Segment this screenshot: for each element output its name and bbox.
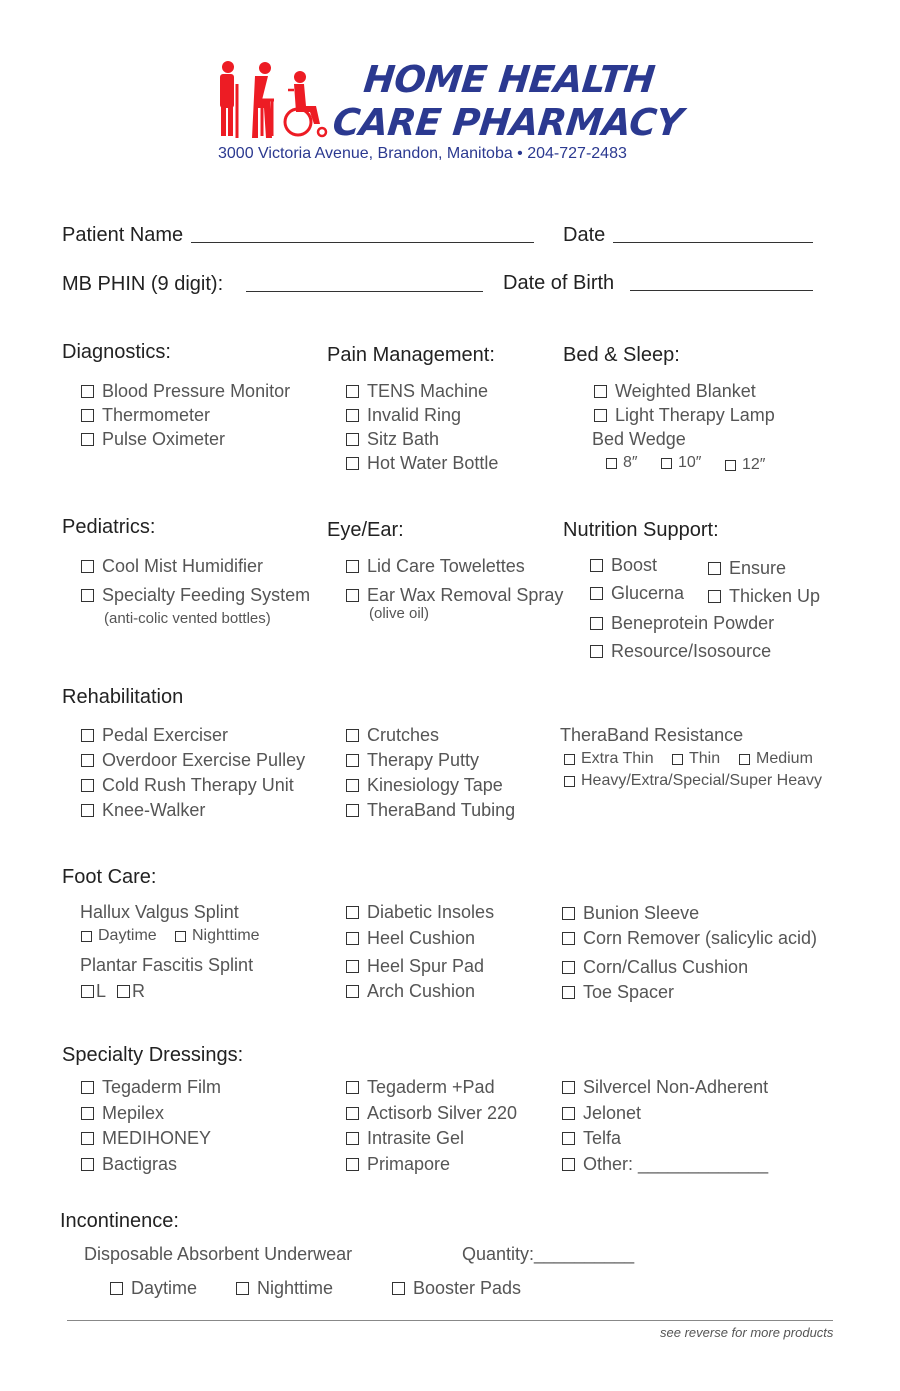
checkbox-icon[interactable] <box>590 645 603 658</box>
checkbox-item[interactable] <box>81 748 305 773</box>
checkbox-item[interactable] <box>81 554 263 578</box>
checkbox-icon[interactable] <box>346 409 359 422</box>
date-field[interactable] <box>613 242 813 243</box>
option-label: Nighttime <box>257 1277 334 1298</box>
checkbox-icon[interactable] <box>661 458 672 469</box>
resistance-thin-option[interactable] <box>672 748 720 770</box>
checkbox-icon[interactable] <box>562 907 575 920</box>
item-label: Corn/Callus Cushion <box>583 956 749 977</box>
checkbox-icon[interactable] <box>81 433 94 446</box>
checkbox-icon[interactable] <box>594 409 607 422</box>
checkbox-item[interactable] <box>346 1075 517 1101</box>
dressings-list-col2 <box>346 1075 517 1177</box>
dob-label: Date of Birth <box>503 272 615 294</box>
checkbox-item[interactable] <box>590 553 657 577</box>
brand-name-line1: HOME HEALTH <box>361 58 657 101</box>
item-label: Blood Pressure Monitor <box>102 380 291 401</box>
people-mobility-icon <box>210 60 330 140</box>
item-label: Cold Rush Therapy Unit <box>102 775 294 795</box>
checkbox-icon[interactable] <box>236 1282 249 1295</box>
checkbox-item[interactable] <box>346 554 525 578</box>
checkbox-icon[interactable] <box>346 1132 359 1145</box>
item-label: Tegaderm Film <box>102 1077 222 1098</box>
checkbox-item[interactable] <box>562 1101 768 1127</box>
checkbox-item[interactable] <box>346 1152 517 1178</box>
option-label: 10″ <box>678 454 702 471</box>
checkbox-icon[interactable] <box>346 804 359 817</box>
item-label: Arch Cushion <box>367 980 476 1001</box>
option-label: Nighttime <box>192 927 260 944</box>
checkbox-item[interactable] <box>81 427 290 451</box>
checkbox-icon[interactable] <box>81 985 94 998</box>
item-label: Pedal Exerciser <box>102 725 229 745</box>
checkbox-icon[interactable] <box>81 1132 94 1145</box>
patient-name-field[interactable] <box>191 242 534 243</box>
checkbox-item[interactable] <box>346 451 498 475</box>
checkbox-icon[interactable] <box>562 961 575 974</box>
section-title-specialty-dressings: Specialty Dressings: <box>62 1044 244 1066</box>
checkbox-icon[interactable] <box>346 433 359 446</box>
checkbox-item[interactable] <box>562 1126 768 1152</box>
checkbox-item[interactable] <box>346 379 498 403</box>
item-label: Actisorb Silver 220 <box>367 1102 518 1123</box>
checkbox-icon[interactable] <box>725 460 736 471</box>
checkbox-item[interactable] <box>562 955 748 979</box>
item-label: Knee-Walker <box>102 800 206 820</box>
incontinence-nighttime-option[interactable] <box>236 1276 333 1300</box>
item-label: Telfa <box>583 1128 622 1149</box>
checkbox-icon[interactable] <box>346 385 359 398</box>
section-title-nutrition: Nutrition Support: <box>563 519 719 541</box>
checkbox-item[interactable] <box>81 403 290 427</box>
bed-wedge-10-option[interactable] <box>661 452 701 474</box>
plantar-right-option[interactable] <box>117 979 145 1003</box>
item-label: Ensure <box>729 557 787 578</box>
item-label: Resource/Isosource <box>611 640 772 661</box>
checkbox-icon[interactable] <box>590 617 603 630</box>
option-label: R <box>132 980 145 1001</box>
section-title-pain-management: Pain Management: <box>327 344 495 366</box>
item-label: Overdoor Exercise Pulley <box>102 750 306 770</box>
absorbent-underwear-label: Disposable Absorbent Underwear <box>84 1244 353 1264</box>
checkbox-icon[interactable] <box>81 385 94 398</box>
section-title-eye-ear: Eye/Ear: <box>327 519 404 541</box>
dressings-list-col1 <box>81 1075 221 1177</box>
phin-field[interactable] <box>246 291 483 292</box>
checkbox-item[interactable] <box>81 1152 221 1178</box>
checkbox-icon[interactable] <box>81 1081 94 1094</box>
item-label: Specialty Feeding System <box>102 584 311 605</box>
checkbox-icon[interactable] <box>562 932 575 945</box>
footer-note: see reverse for more products <box>660 1325 834 1340</box>
checkbox-icon[interactable] <box>81 560 94 573</box>
checkbox-icon[interactable] <box>346 932 359 945</box>
checkbox-item[interactable] <box>81 798 305 823</box>
option-label: L <box>96 980 107 1001</box>
pediatrics-note: (anti-colic vented bottles) <box>104 610 271 627</box>
checkbox-icon[interactable] <box>346 1158 359 1171</box>
checkbox-icon[interactable] <box>346 1081 359 1094</box>
eye-ear-note: (olive oil) <box>369 605 430 622</box>
hallux-nighttime-option[interactable] <box>175 925 260 947</box>
bed-wedge-label: Bed Wedge <box>592 429 686 449</box>
checkbox-icon[interactable] <box>392 1282 405 1295</box>
item-label: Lid Care Towelettes <box>367 555 525 576</box>
diagnostics-list <box>81 379 290 451</box>
item-label: Boost <box>611 554 658 575</box>
checkbox-item[interactable] <box>81 379 290 403</box>
item-label: Invalid Ring <box>367 404 462 425</box>
checkbox-item[interactable] <box>562 926 817 950</box>
checkbox-item[interactable] <box>346 583 563 607</box>
checkbox-icon[interactable] <box>117 985 130 998</box>
checkbox-item[interactable] <box>81 723 305 748</box>
checkbox-item[interactable] <box>81 583 310 607</box>
section-title-rehabilitation: Rehabilitation <box>62 686 184 708</box>
bed-sleep-list <box>594 379 775 427</box>
checkbox-icon[interactable] <box>81 729 94 742</box>
item-label: Bactigras <box>102 1153 178 1174</box>
checkbox-icon[interactable] <box>81 804 94 817</box>
checkbox-icon[interactable] <box>81 779 94 792</box>
item-label: Thicken Up <box>729 585 821 606</box>
hallux-daytime-option[interactable] <box>81 925 157 947</box>
brand-name-line2: CARE PHARMACY <box>330 101 685 144</box>
phin-label: MB PHIN (9 digit): <box>62 273 224 295</box>
booster-pads-option[interactable] <box>392 1276 521 1300</box>
checkbox-icon[interactable] <box>346 779 359 792</box>
checkbox-item[interactable] <box>81 773 305 798</box>
section-title-bed-sleep: Bed & Sleep: <box>563 344 680 366</box>
dob-field[interactable] <box>630 290 813 291</box>
checkbox-item[interactable] <box>346 979 475 1003</box>
theraband-resistance-label: TheraBand Resistance <box>560 725 744 745</box>
item-label: Therapy Putty <box>367 750 480 770</box>
item-label: Pulse Oximeter <box>102 428 226 449</box>
checkbox-icon[interactable] <box>562 1158 575 1171</box>
item-label: Intrasite Gel <box>367 1128 465 1149</box>
item-label: Bunion Sleeve <box>583 902 700 923</box>
option-label: 8″ <box>623 454 638 471</box>
item-label: Kinesiology Tape <box>367 775 503 795</box>
resistance-heavy-option[interactable] <box>564 770 822 792</box>
checkbox-item[interactable] <box>346 403 498 427</box>
bed-wedge-8-option[interactable] <box>606 452 638 474</box>
checkbox-icon[interactable] <box>708 590 721 603</box>
checkbox-icon[interactable] <box>346 560 359 573</box>
checkbox-item[interactable] <box>346 427 498 451</box>
option-label: 12″ <box>742 456 766 473</box>
checkbox-icon[interactable] <box>346 1107 359 1120</box>
checkbox-icon[interactable] <box>590 559 603 572</box>
item-label: Jelonet <box>583 1102 642 1123</box>
checkbox-item[interactable] <box>346 900 494 924</box>
checkbox-icon[interactable] <box>346 960 359 973</box>
resistance-extra-thin-option[interactable] <box>564 748 654 770</box>
option-label: Daytime <box>131 1277 198 1298</box>
item-label: MEDIHONEY <box>102 1128 212 1149</box>
checkbox-icon[interactable] <box>564 776 575 787</box>
checkbox-item[interactable] <box>346 773 515 798</box>
item-label: Glucerna <box>611 582 685 603</box>
section-title-diagnostics: Diagnostics: <box>62 341 171 363</box>
option-label: Extra Thin <box>581 750 654 767</box>
item-label: Thermometer <box>102 404 211 425</box>
option-label: Heavy/Extra/Special/Super Heavy <box>581 772 822 789</box>
checkbox-icon[interactable] <box>562 1107 575 1120</box>
item-label: Mepilex <box>102 1102 165 1123</box>
checkbox-icon[interactable] <box>346 906 359 919</box>
checkbox-icon[interactable] <box>81 589 94 602</box>
checkbox-item[interactable] <box>346 954 484 978</box>
option-label: Medium <box>756 750 813 767</box>
item-label: Sitz Bath <box>367 428 440 449</box>
checkbox-icon[interactable] <box>346 985 359 998</box>
rehab-list-col2 <box>346 723 515 823</box>
checkbox-item[interactable] <box>81 1101 221 1127</box>
checkbox-icon[interactable] <box>110 1282 123 1295</box>
plantar-fascitis-label: Plantar Fascitis Splint <box>80 955 254 975</box>
checkbox-item[interactable] <box>81 1126 221 1152</box>
checkbox-icon[interactable] <box>672 754 683 765</box>
checkbox-icon[interactable] <box>346 589 359 602</box>
checkbox-icon[interactable] <box>739 754 750 765</box>
checkbox-icon[interactable] <box>606 458 617 469</box>
checkbox-icon[interactable] <box>81 754 94 767</box>
item-label: Silvercel Non-Adherent <box>583 1077 769 1098</box>
pain-management-list <box>346 379 498 475</box>
option-label: Daytime <box>98 927 157 944</box>
checkbox-icon[interactable] <box>594 385 607 398</box>
checkbox-item[interactable] <box>346 926 475 950</box>
checkbox-icon[interactable] <box>81 931 92 942</box>
checkbox-item[interactable] <box>346 1126 517 1152</box>
checkbox-icon[interactable] <box>590 587 603 600</box>
item-label: Weighted Blanket <box>615 380 756 401</box>
checkbox-item[interactable] <box>346 723 515 748</box>
checkbox-item[interactable] <box>708 556 786 580</box>
item-label: Tegaderm +Pad <box>367 1077 495 1098</box>
item-label: Diabetic Insoles <box>367 901 495 922</box>
item-label: Heel Cushion <box>367 927 476 948</box>
dressings-list-col3 <box>562 1075 768 1177</box>
checkbox-item[interactable] <box>590 639 771 663</box>
item-label: Cool Mist Humidifier <box>102 555 264 576</box>
checkbox-icon[interactable] <box>81 1107 94 1120</box>
item-label: TheraBand Tubing <box>367 800 516 820</box>
rehab-list-col1 <box>81 723 305 823</box>
checkbox-item[interactable] <box>562 1075 768 1101</box>
checkbox-item[interactable] <box>708 584 820 608</box>
section-title-incontinence: Incontinence: <box>60 1210 179 1232</box>
item-label: Toe Spacer <box>583 981 675 1002</box>
checkbox-item[interactable] <box>346 748 515 773</box>
item-label: Hot Water Bottle <box>367 452 499 473</box>
checkbox-icon[interactable] <box>175 931 186 942</box>
item-label: Beneprotein Powder <box>611 612 775 633</box>
item-label: Light Therapy Lamp <box>615 404 775 425</box>
option-label: Thin <box>689 750 721 767</box>
checkbox-item[interactable] <box>590 581 684 605</box>
checkbox-icon[interactable] <box>562 986 575 999</box>
checkbox-item[interactable] <box>81 1075 221 1101</box>
option-label: Booster Pads <box>413 1277 522 1298</box>
item-label: Other: _____________ <box>583 1153 769 1174</box>
item-label: TENS Machine <box>367 380 489 401</box>
checkbox-icon[interactable] <box>346 729 359 742</box>
checkbox-item[interactable] <box>594 379 775 403</box>
checkbox-icon[interactable] <box>346 457 359 470</box>
checkbox-item[interactable] <box>562 901 699 925</box>
incontinence-daytime-option[interactable] <box>110 1276 197 1300</box>
checkbox-icon[interactable] <box>81 409 94 422</box>
bed-wedge-12-option[interactable] <box>725 454 765 476</box>
quantity-field[interactable]: Quantity:__________ <box>462 1244 635 1264</box>
section-title-foot-care: Foot Care: <box>62 866 157 888</box>
section-title-pediatrics: Pediatrics: <box>62 516 156 538</box>
other-dressing-item[interactable] <box>562 1152 768 1178</box>
checkbox-icon[interactable] <box>346 754 359 767</box>
item-label: Heel Spur Pad <box>367 955 485 976</box>
patient-name-label: Patient Name <box>62 224 184 246</box>
checkbox-icon[interactable] <box>708 562 721 575</box>
footer-divider <box>67 1320 833 1321</box>
plantar-left-option[interactable] <box>81 979 106 1003</box>
pharmacy-address: 3000 Victoria Avenue, Brandon, Manitoba • 204-727-2483 <box>218 145 627 162</box>
checkbox-item[interactable] <box>562 980 674 1004</box>
resistance-medium-option[interactable] <box>739 748 813 770</box>
checkbox-item[interactable] <box>346 798 515 823</box>
checkbox-icon[interactable] <box>562 1132 575 1145</box>
item-label: Primapore <box>367 1153 451 1174</box>
checkbox-icon[interactable] <box>562 1081 575 1094</box>
item-label: Corn Remover (salicylic acid) <box>583 927 818 948</box>
item-label: Ear Wax Removal Spray <box>367 584 564 605</box>
checkbox-icon[interactable] <box>564 754 575 765</box>
checkbox-item[interactable] <box>346 1101 517 1127</box>
checkbox-item[interactable] <box>590 611 774 635</box>
item-label: Crutches <box>367 725 440 745</box>
date-label: Date <box>563 224 606 246</box>
checkbox-item[interactable] <box>594 403 775 427</box>
checkbox-icon[interactable] <box>81 1158 94 1171</box>
hallux-valgus-label: Hallux Valgus Splint <box>80 902 239 922</box>
